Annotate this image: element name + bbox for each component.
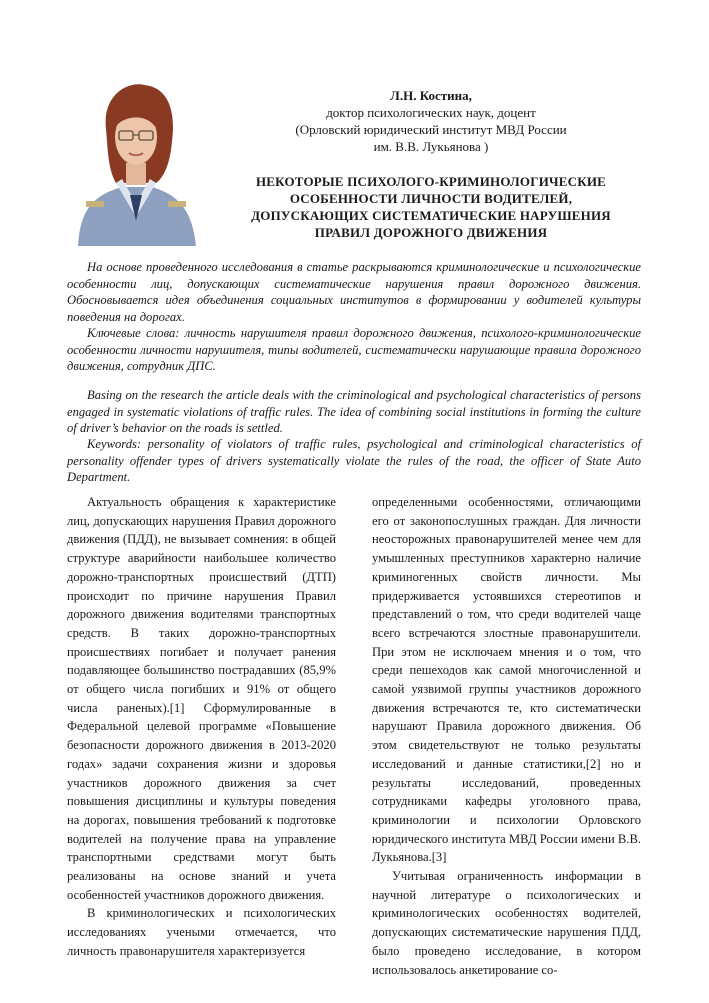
body-paragraph: Актуальность обращения к характеристике лиц, допускающих нарушения Правил дорожного движения (ПДД), не вызывает сомнения: в общей структуре аварийности наибольшее количество дорожно-транспортных происшествий (ДТП) происходит по причине нарушения Правил дорожного движения водителями транспортных средств. В таких дорожно-транспортных происшествиях погибает и получает ранения подавляющее большинство пострадавших (85,9% от общего числа погибших и 91% от общего числа раненых).[1] Сформулированные в Федеральной целевой программе «Повышение безопасности дорожного движения в 2013-2020 годах» задачи сохранения жизни и здоровья участников дорожного движения за счет повышения дисциплины и культуры поведения на дорогах, повышения требований к подготовке водителей на получение права на управление транспортными средствами могут быть реализованы на основе знаний и учета особенностей участников дорожного движения.: [67, 495, 336, 902]
title-line: ДОПУСКАЮЩИХ СИСТЕМАТИЧЕСКИЕ НАРУШЕНИЯ: [251, 208, 611, 223]
title-line: НЕКОТОРЫЕ ПСИХОЛОГО-КРИМИНОЛОГИЧЕСКИЕ: [255, 174, 607, 189]
author-degree: доктор психологических наук, доцент: [326, 105, 536, 120]
body-paragraph: Учитывая ограниченность информации в научной литературе о психологических и криминологических особенностях водителей, допускающих систематические нарушения ПДД, было проведено исследование, в котором использовалось анкетирование со-: [372, 869, 641, 977]
title-line: ПРАВИЛ ДОРОЖНОГО ДВИЖЕНИЯ: [314, 225, 548, 240]
body-column-right: [372, 493, 641, 979]
keywords-english: Keywords: personality of violators of traffic rules, psychological and criminological characteristics of personality offender types of drivers systematically violate the rules of the road, the officer of State Auto Department.: [67, 437, 641, 485]
body-paragraph: В криминологических и психологических исследованиях учеными отмечается, что личность правонарушителя характеризуется: [67, 906, 336, 958]
abstract-russian: На основе проведенного исследования в статье раскрываются криминологические и психологические особенности лиц, допускающих систематические нарушения правил дорожного движения. Обосновывается идея объединения социальных институтов в формировании у водителей культуры поведения на дорогах.: [67, 260, 641, 324]
author-photo: [72, 71, 200, 246]
author-portrait-image: [72, 71, 200, 246]
keywords-russian: Ключевые слова: личность нарушителя правил дорожного движения, психолого-криминологические особенности личности нарушителя, типы водителей, систематически нарушающие правила дорожного движения, сотрудник ДПС.: [67, 326, 641, 374]
article-title: [214, 173, 648, 241]
author-name: Л.Н. Костина,: [390, 88, 472, 103]
author-affiliation: (Орловский юридический институт МВД России: [295, 122, 567, 137]
author-affiliation-line2: им. В.В. Лукьянова ): [373, 139, 489, 154]
body-column-left: [67, 493, 336, 961]
abstract-english: Basing on the research the article deals with the criminological and psychological characteristics of persons engaged in systematic violations of traffic rules. The idea of combining social institutions in forming the culture of driver’s behavior on the roads is settled.: [67, 388, 641, 436]
title-line: ОСОБЕННОСТИ ЛИЧНОСТИ ВОДИТЕЛЕЙ,: [289, 191, 573, 206]
body-paragraph: определенными особенностями, отличающими его от законопослушных граждан. Для личности неосторожных правонарушителей менее чем для умышленных преступников характерно наличие криминогенных свойств личности. Мы придерживается устоявшихся стереотипов и представлений о том, что среди водителей чаще всего встречаются злостные правонарушители. При этом не исключаем мнения и о том, что среди пешеходов как самой многочисленной и самой уязвимой группы участников дорожного движения встречаются те, кто систематически нарушают Правила дорожного движения. Об этом свидетельствуют не только результаты исследований и данные статистики,[2] но и результаты исследований, проведенных сотрудниками кафедры уголовного права, криминологии и психологии Орловского юридического института МВД России имени В.В. Лукьянова.[3]: [372, 495, 641, 865]
